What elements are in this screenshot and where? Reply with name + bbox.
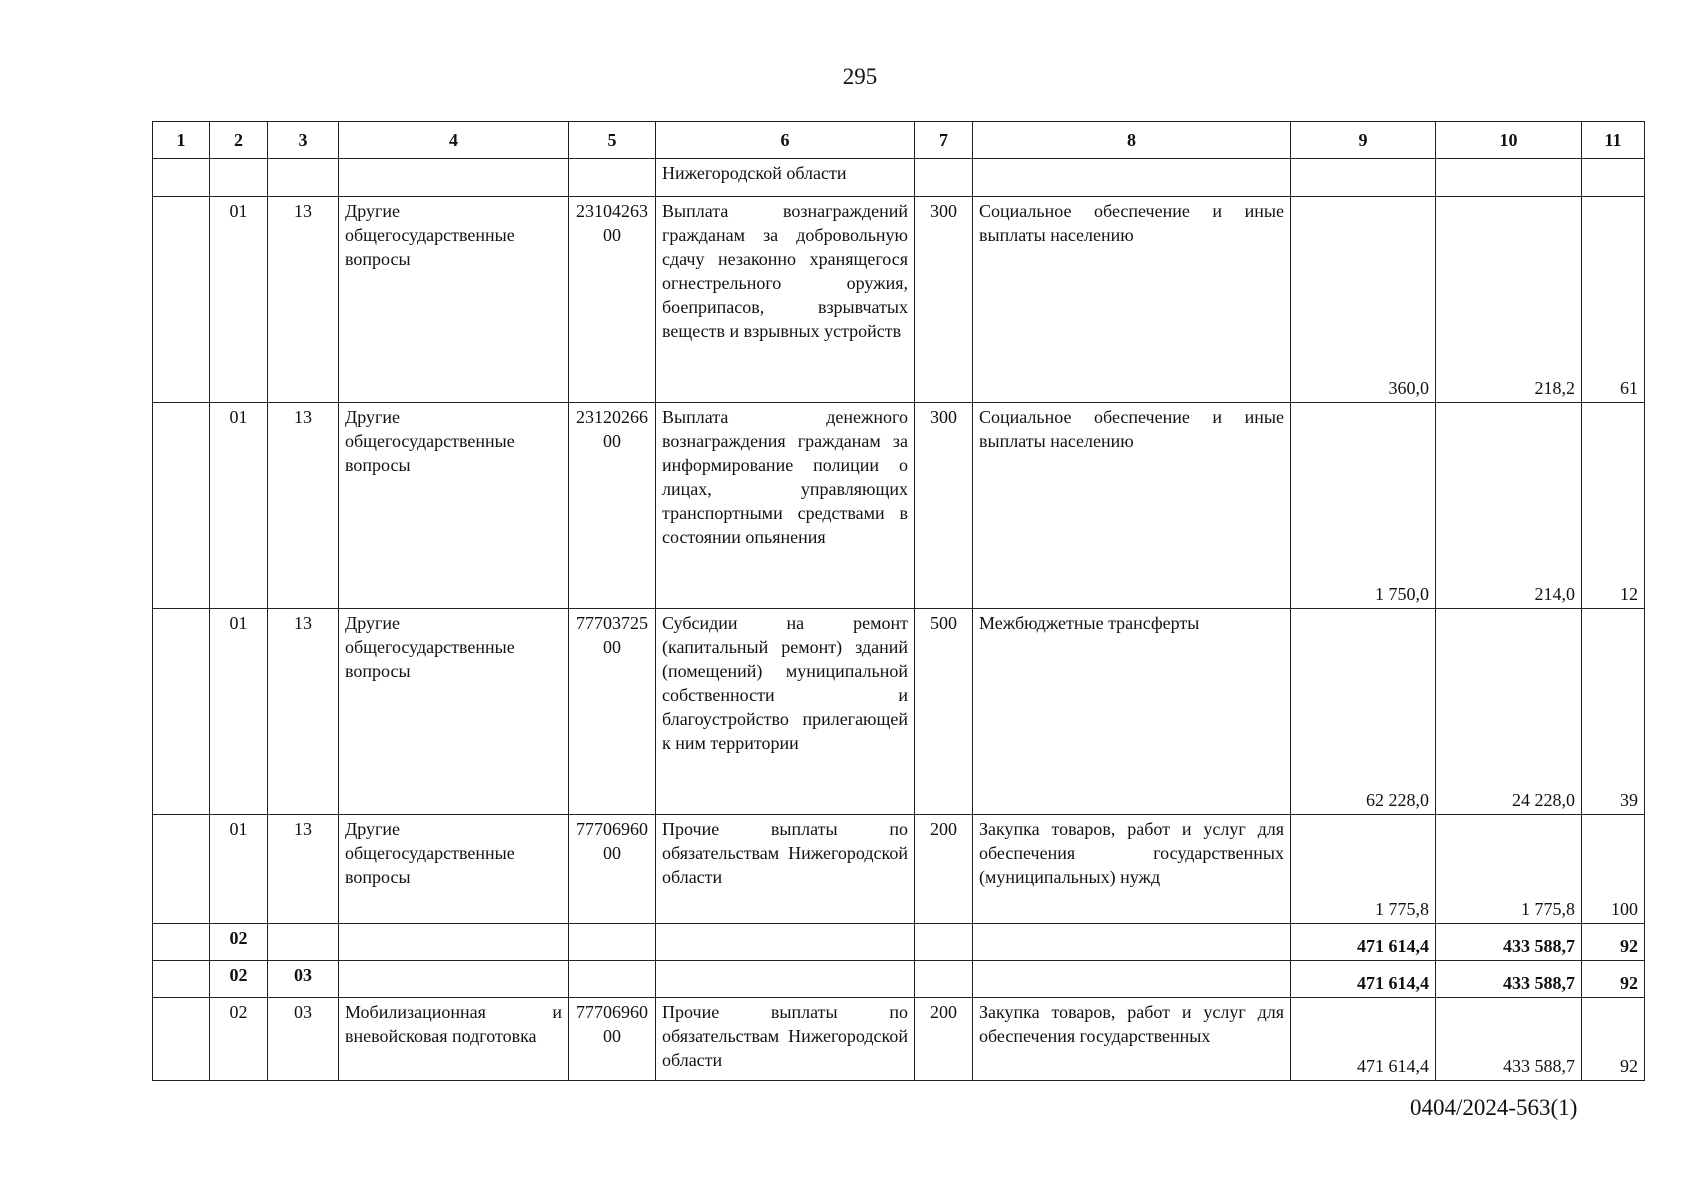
- subsection-code: 13: [268, 197, 339, 403]
- expense-type-code: 300: [915, 197, 973, 403]
- expense-type-name: Закупка товаров, работ и услуг для обеспечения государственных (муниципальных) нужд: [973, 815, 1291, 924]
- section-code: 01: [210, 403, 268, 609]
- header-cell: 7: [915, 122, 973, 159]
- planned-total: 471 614,4: [1291, 961, 1436, 998]
- purpose-cell: Субсидии на ремонт (капитальный ремонт) зданий (помещений) муниципальной собственности и благоустройство прилегающей к ним территории: [656, 609, 915, 815]
- purpose-cell: Прочие выплаты по обязательствам Нижегородской области: [656, 815, 915, 924]
- percent-complete: 39: [1582, 609, 1645, 815]
- header-cell: 9: [1291, 122, 1436, 159]
- percent-total: 92: [1582, 924, 1645, 961]
- percent-total: 92: [1582, 961, 1645, 998]
- purpose-cell: Прочие выплаты по обязательствам Нижегородской области: [656, 998, 915, 1081]
- section-name: Другие общегосударственные вопросы: [339, 609, 569, 815]
- subsection-code: 13: [268, 609, 339, 815]
- header-cell: 11: [1582, 122, 1645, 159]
- section-code: 02: [210, 961, 268, 998]
- planned-amount: 471 614,4: [1291, 998, 1436, 1081]
- planned-amount: 62 228,0: [1291, 609, 1436, 815]
- continuation-row: [153, 159, 1645, 197]
- section-code: 01: [210, 609, 268, 815]
- header-cell: 5: [569, 122, 656, 159]
- actual-amount: 1 775,8: [1436, 815, 1582, 924]
- section-name: Мобилизационная и вневойсковая подготовка: [339, 998, 569, 1081]
- purpose-cell: Нижегородской области: [656, 159, 915, 197]
- page-number: 295: [842, 64, 878, 89]
- expense-type-name: Социальное обеспечение и иные выплаты населению: [973, 197, 1291, 403]
- expense-type-name: Социальное обеспечение и иные выплаты населению: [973, 403, 1291, 609]
- section-name: Другие общегосударственные вопросы: [339, 197, 569, 403]
- expense-type-code: 300: [915, 403, 973, 609]
- summary-row: [153, 924, 1645, 961]
- target-article-code: 2312026600: [569, 403, 656, 609]
- header-cell: 3: [268, 122, 339, 159]
- planned-amount: 360,0: [1291, 197, 1436, 403]
- percent-complete: 100: [1582, 815, 1645, 924]
- percent-complete: 92: [1582, 998, 1645, 1081]
- actual-amount: 218,2: [1436, 197, 1582, 403]
- purpose-cell: Выплата денежного вознаграждения гражданам за информирование полиции о лицах, управляющих транспортными средствами в состоянии опьянения: [656, 403, 915, 609]
- header-cell: 2: [210, 122, 268, 159]
- table-row: [153, 403, 1645, 609]
- expense-type-code: 200: [915, 998, 973, 1081]
- target-article-code: 7770696000: [569, 998, 656, 1081]
- purpose-cell: Выплата вознаграждений гражданам за добровольную сдачу незаконно хранящегося огнестрельного оружия, боеприпасов, взрывчатых веществ и взрывных устройств: [656, 197, 915, 403]
- planned-total: 471 614,4: [1291, 924, 1436, 961]
- table-row: [153, 197, 1645, 403]
- header-cell: 1: [153, 122, 210, 159]
- section-code: 02: [210, 924, 268, 961]
- table-row: [153, 998, 1645, 1081]
- section-code: 01: [210, 197, 268, 403]
- subsection-code: 03: [268, 998, 339, 1081]
- expense-type-name: Межбюджетные трансферты: [973, 609, 1291, 815]
- header-cell: 4: [339, 122, 569, 159]
- section-code: 01: [210, 815, 268, 924]
- target-article-code: 7770372500: [569, 609, 656, 815]
- section-code: 02: [210, 998, 268, 1081]
- subsection-code: 13: [268, 815, 339, 924]
- planned-amount: 1 775,8: [1291, 815, 1436, 924]
- planned-amount: 1 750,0: [1291, 403, 1436, 609]
- header-row: [153, 122, 1645, 159]
- subsection-code: [268, 924, 339, 961]
- actual-amount: 433 588,7: [1436, 998, 1582, 1081]
- summary-row: [153, 961, 1645, 998]
- section-name: Другие общегосударственные вопросы: [339, 403, 569, 609]
- target-article-code: 7770696000: [569, 815, 656, 924]
- document-code: 0404/2024-563(1): [1410, 1095, 1578, 1120]
- actual-total: 433 588,7: [1436, 924, 1582, 961]
- expense-type-name: Закупка товаров, работ и услуг для обеспечения государственных: [973, 998, 1291, 1081]
- expense-type-code: 200: [915, 815, 973, 924]
- actual-amount: 214,0: [1436, 403, 1582, 609]
- header-cell: 6: [656, 122, 915, 159]
- budget-table: [152, 121, 1645, 1081]
- actual-total: 433 588,7: [1436, 961, 1582, 998]
- section-name: Другие общегосударственные вопросы: [339, 815, 569, 924]
- subsection-code: 13: [268, 403, 339, 609]
- actual-amount: 24 228,0: [1436, 609, 1582, 815]
- header-cell: 10: [1436, 122, 1582, 159]
- table-row: [153, 609, 1645, 815]
- subsection-code: 03: [268, 961, 339, 998]
- percent-complete: 61: [1582, 197, 1645, 403]
- target-article-code: 2310426300: [569, 197, 656, 403]
- table-row: [153, 815, 1645, 924]
- header-cell: 8: [973, 122, 1291, 159]
- expense-type-code: 500: [915, 609, 973, 815]
- percent-complete: 12: [1582, 403, 1645, 609]
